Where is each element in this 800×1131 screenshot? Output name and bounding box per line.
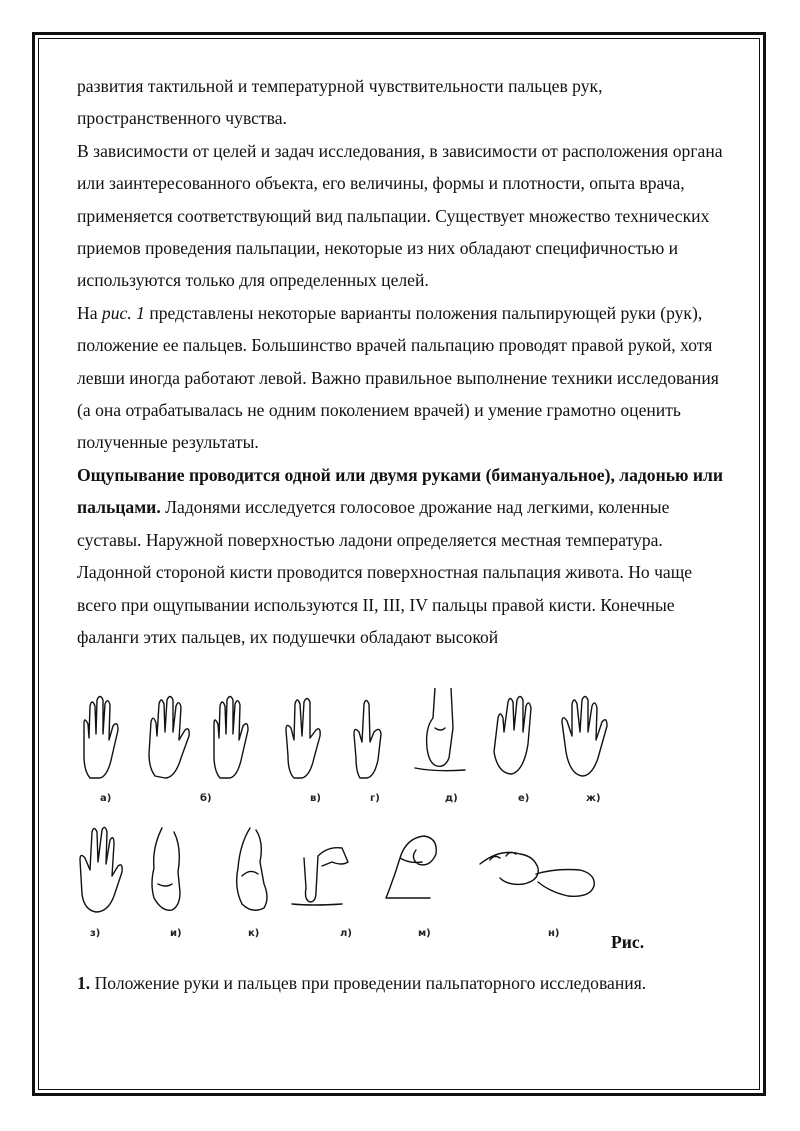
hand-l: [292, 848, 348, 905]
hand-m: [386, 836, 436, 898]
hand-drawings: [70, 688, 650, 953]
hand-d: [415, 688, 465, 771]
figure-reference: рис. 1: [101, 302, 145, 323]
p4-bold-lead: Ощупывание проводится одной или двумя руками (бимануальное), ладонью или пальцами.: [77, 464, 724, 518]
label-a: а): [100, 793, 112, 804]
label-e: е): [518, 793, 530, 804]
label-l: л): [340, 928, 352, 939]
label-k: к): [248, 928, 260, 939]
p3-pre: На: [77, 302, 102, 323]
label-g: г): [370, 793, 380, 804]
hand-zh: [562, 697, 607, 777]
p4-rest: Ладонями исследуется голосовое дрожание над легкими, коленные суставы. Наружной поверхностью ладони определяется местная температура. Ладонной стороной кисти проводится поверхностная пальпация живота. Но чаще всего при ощупывании используются II, III, IV пальцы правой кисти. Конечные фаланги этих пальцев, их подушечки обладают высокой: [77, 497, 693, 647]
label-b: б): [200, 793, 212, 804]
paragraph-1: развития тактильной и температурной чувствительности пальцев рук, пространственного чувства.: [77, 76, 603, 129]
label-z: з): [90, 928, 101, 939]
hand-b: [149, 697, 189, 779]
body-text: [77, 70, 727, 653]
hand-g: [354, 701, 381, 779]
hand-v: [286, 699, 320, 779]
figure-caption: [77, 967, 727, 999]
hand-e: [494, 697, 531, 775]
label-n: н): [548, 928, 560, 939]
hand-a: [84, 697, 118, 779]
label-m: м): [418, 928, 431, 939]
hand-positions-figure: [70, 688, 650, 953]
label-v: в): [310, 793, 321, 804]
paragraph-3: [77, 297, 727, 459]
label-d: д): [445, 793, 458, 804]
p3-post: представлены некоторые варианты положения пальпирующей руки (рук), положение ее пальцев. Большинство врачей пальпацию проводят правой рукой, хотя левши иногда работают левой. Важно правильное выполнение техники исследования (а она отрабатывалась не одним поколением врачей) и умение грамотно оценить полученные результаты.: [77, 302, 719, 453]
caption-number: 1.: [77, 973, 91, 993]
hand-z: [80, 827, 122, 912]
figure-caption-prefix: Рис.: [611, 932, 645, 952]
label-zh: ж): [586, 793, 601, 804]
hand-k: [237, 828, 267, 910]
paragraph-2: В зависимости от целей и задач исследования, в зависимости от расположения органа или заинтересованного объекта, его величины, формы и плотности, опыта врача, применяется соответствующий вид пальпации. Существует множество технических приемов проведения пальпации, некоторые из них обладают специфичностью и используются только для определенных целей.: [77, 140, 723, 291]
caption-text: Положение руки и пальцев при проведении пальпаторного исследования.: [90, 973, 647, 993]
paragraph-4: [77, 459, 727, 653]
hand-i: [152, 828, 180, 910]
hand-b2: [214, 697, 248, 779]
label-i: и): [170, 928, 182, 939]
hand-n: [480, 852, 594, 896]
